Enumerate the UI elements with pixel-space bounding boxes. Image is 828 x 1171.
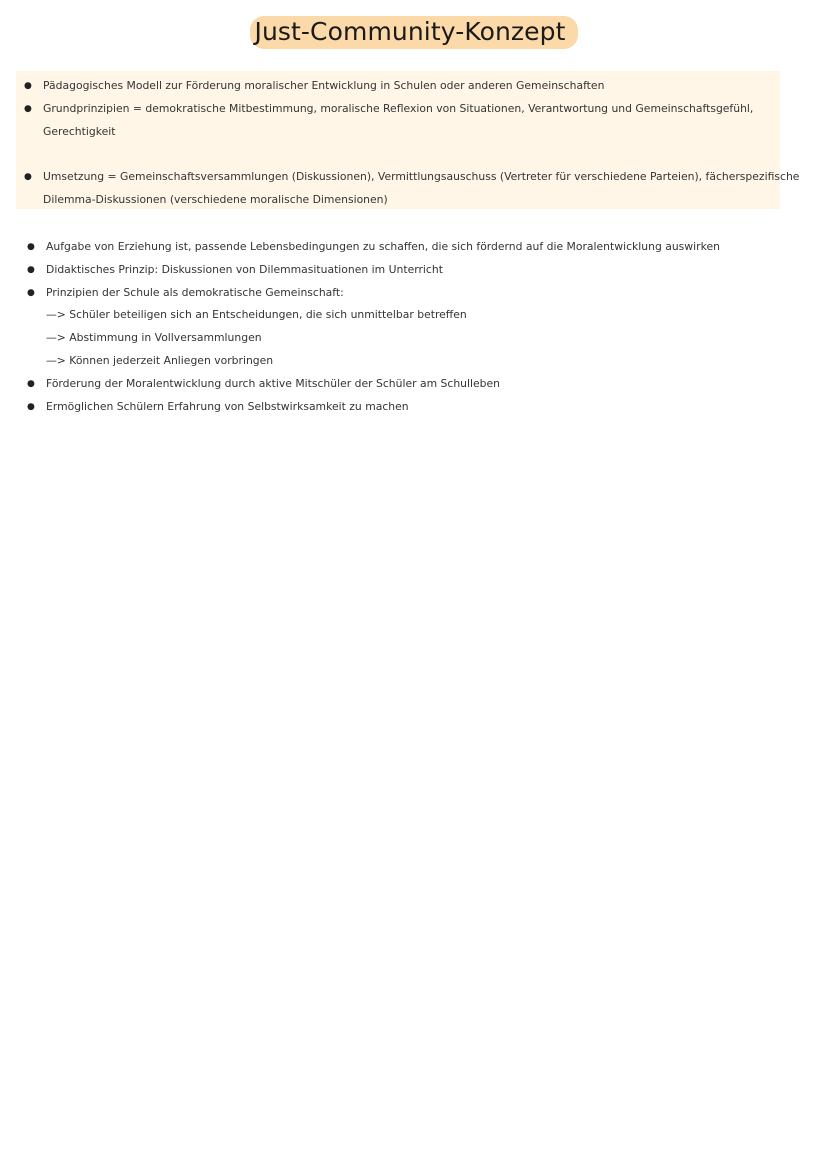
list-item — [27, 282, 786, 305]
list-item-text: Gerechtigkeit — [43, 124, 116, 138]
list-item — [24, 98, 773, 121]
list-item-text: Grundprinzipien = demokratische Mitbestimmung, moralische Reflexion von Situationen, Verantwortung und Gemeinschaftsgefühl, — [43, 101, 754, 115]
list-item — [27, 259, 786, 282]
bullet-icon: ● — [24, 103, 32, 114]
title-container — [0, 16, 828, 49]
list-item-continuation — [43, 121, 773, 144]
bullet-icon: ● — [27, 378, 35, 389]
page-title: Just-Community-Konzept — [250, 16, 577, 49]
list-item — [27, 236, 786, 259]
notes-section — [27, 236, 786, 418]
sub-item-text: —> Können jederzeit Anliegen vorbringen — [46, 353, 274, 367]
sub-item — [46, 350, 786, 373]
sub-item — [46, 327, 786, 350]
notes-list — [27, 236, 786, 418]
list-item — [27, 396, 786, 419]
list-item-text: Dilemma-Diskussionen (verschiedene moralische Dimensionen) — [43, 192, 388, 206]
summary-box — [16, 71, 800, 209]
bullet-icon: ● — [27, 287, 35, 298]
list-item-text: Prinzipien der Schule als demokratische Gemeinschaft: — [46, 285, 344, 299]
list-item — [24, 166, 800, 189]
bullet-icon: ● — [27, 401, 35, 412]
list-item-text: Förderung der Moralentwicklung durch aktive Mitschüler der Schüler am Schulleben — [46, 376, 501, 390]
list-item-text: Ermöglichen Schülern Erfahrung von Selbstwirksamkeit zu machen — [46, 399, 409, 413]
list-item-text: Pädagogisches Modell zur Förderung moralischer Entwicklung in Schulen oder anderen Gemeinschaften — [43, 79, 605, 92]
sub-item-text: —> Schüler beteiligen sich an Entscheidungen, die sich unmittelbar betreffen — [46, 308, 467, 322]
list-item — [24, 75, 773, 98]
sub-item-text: —> Abstimmung in Vollversammlungen — [46, 331, 262, 345]
sub-item — [46, 304, 786, 327]
list-item-text: Didaktisches Prinzip: Diskussionen von Dilemmasituationen im Unterricht — [46, 262, 443, 276]
list-item — [27, 373, 786, 396]
list-item-continuation — [43, 189, 773, 212]
bullet-icon: ● — [24, 81, 32, 91]
summary-list — [24, 75, 800, 212]
bullet-icon: ● — [24, 172, 32, 183]
bullet-icon: ● — [27, 242, 35, 252]
list-item-text: Aufgabe von Erziehung ist, passende Lebensbedingungen zu schaffen, die sich fördernd auf die Moralentwicklung auswirken — [46, 240, 720, 253]
list-item-text: Umsetzung = Gemeinschaftsversammlungen (Diskussionen), Vermittlungsauschuss (Vertreter für verschiedene Parteien), fächerspezifische — [43, 170, 800, 184]
bullet-icon: ● — [27, 264, 35, 275]
